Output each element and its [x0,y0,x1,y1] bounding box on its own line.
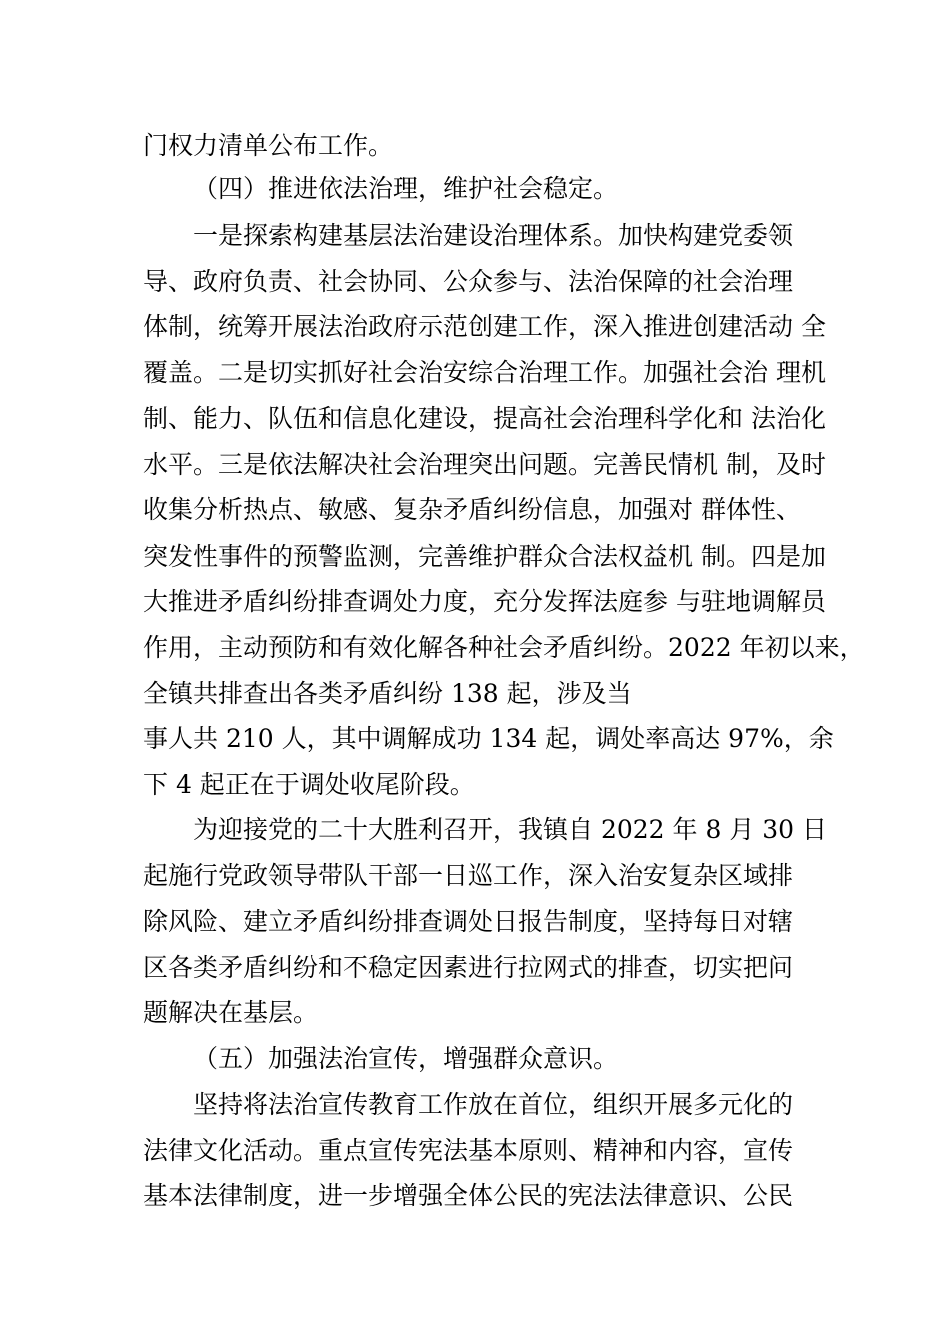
text-line: 基本法律制度，进一步增强全体公民的宪法法律意识、公民 [143,1181,794,1210]
text-line: 坚持将法治宣传教育工作放在首位，组织开展多元化的 [193,1090,794,1119]
text-line: 区各类矛盾纠纷和不稳定因素进行拉网式的排查，切实把问 [143,953,794,982]
text-line: 体制，统筹开展法治政府示范创建工作，深入推进创建活动 全 [143,312,826,341]
section-heading-5: （五）加强法治宣传，增强群众意识。 [193,1044,619,1073]
text-line: 覆盖。二是切实抓好社会治安综合治理工作。加强社会治 理机 [143,358,826,387]
text-line: 水平。三是依法解决社会治理突出问题。完善民情机 制，及时 [143,450,826,479]
text-line: 收集分析热点、敏感、复杂矛盾纠纷信息，加强对 群体性、 [143,495,801,524]
text-line: 为迎接党的二十大胜利召开，我镇自 2022 年 8 月 30 日 [193,815,828,844]
text-line: 制、能力、队伍和信息化建设，提高社会治理科学化和 法治化 [143,404,826,433]
text-line: 全镇共排查出各类矛盾纠纷 138 起，涉及当 [143,679,632,708]
text-line: 导、政府负责、社会协同、公众参与、法治保障的社会治理 [143,267,794,296]
text-line: 法律文化活动。重点宣传宪法基本原则、精神和内容，宣传 [143,1136,794,1165]
text-line: 门权力清单公布工作。 [143,131,394,160]
text-line: 除风险、建立矛盾纠纷排查调处日报告制度，坚持每日对辖 [143,907,794,936]
text-line: 突发性事件的预警监测，完善维护群众合法权益机 制。四是加 [143,542,826,571]
text-line: 起施行党政领导带队干部一日巡工作，深入治安复杂区域排 [143,861,794,890]
text-line: 下 4 起正在于调处收尾阶段。 [143,770,475,799]
text-line: 一是探索构建基层法治建设治理体系。加快构建党委领 [193,221,794,250]
text-line: 大推进矛盾纠纷排查调处力度，充分发挥法庭参 与驻地调解员 [143,587,826,616]
section-heading-4: （四）推进依法治理，维护社会稳定。 [193,174,619,203]
text-line: 作用，主动预防和有效化解各种社会矛盾纠纷。2022 年初以来， [143,633,865,662]
text-line: 事人共 210 人，其中调解成功 134 起，调处率高达 97%，余 [143,724,834,753]
text-line: 题解决在基层。 [143,998,319,1027]
